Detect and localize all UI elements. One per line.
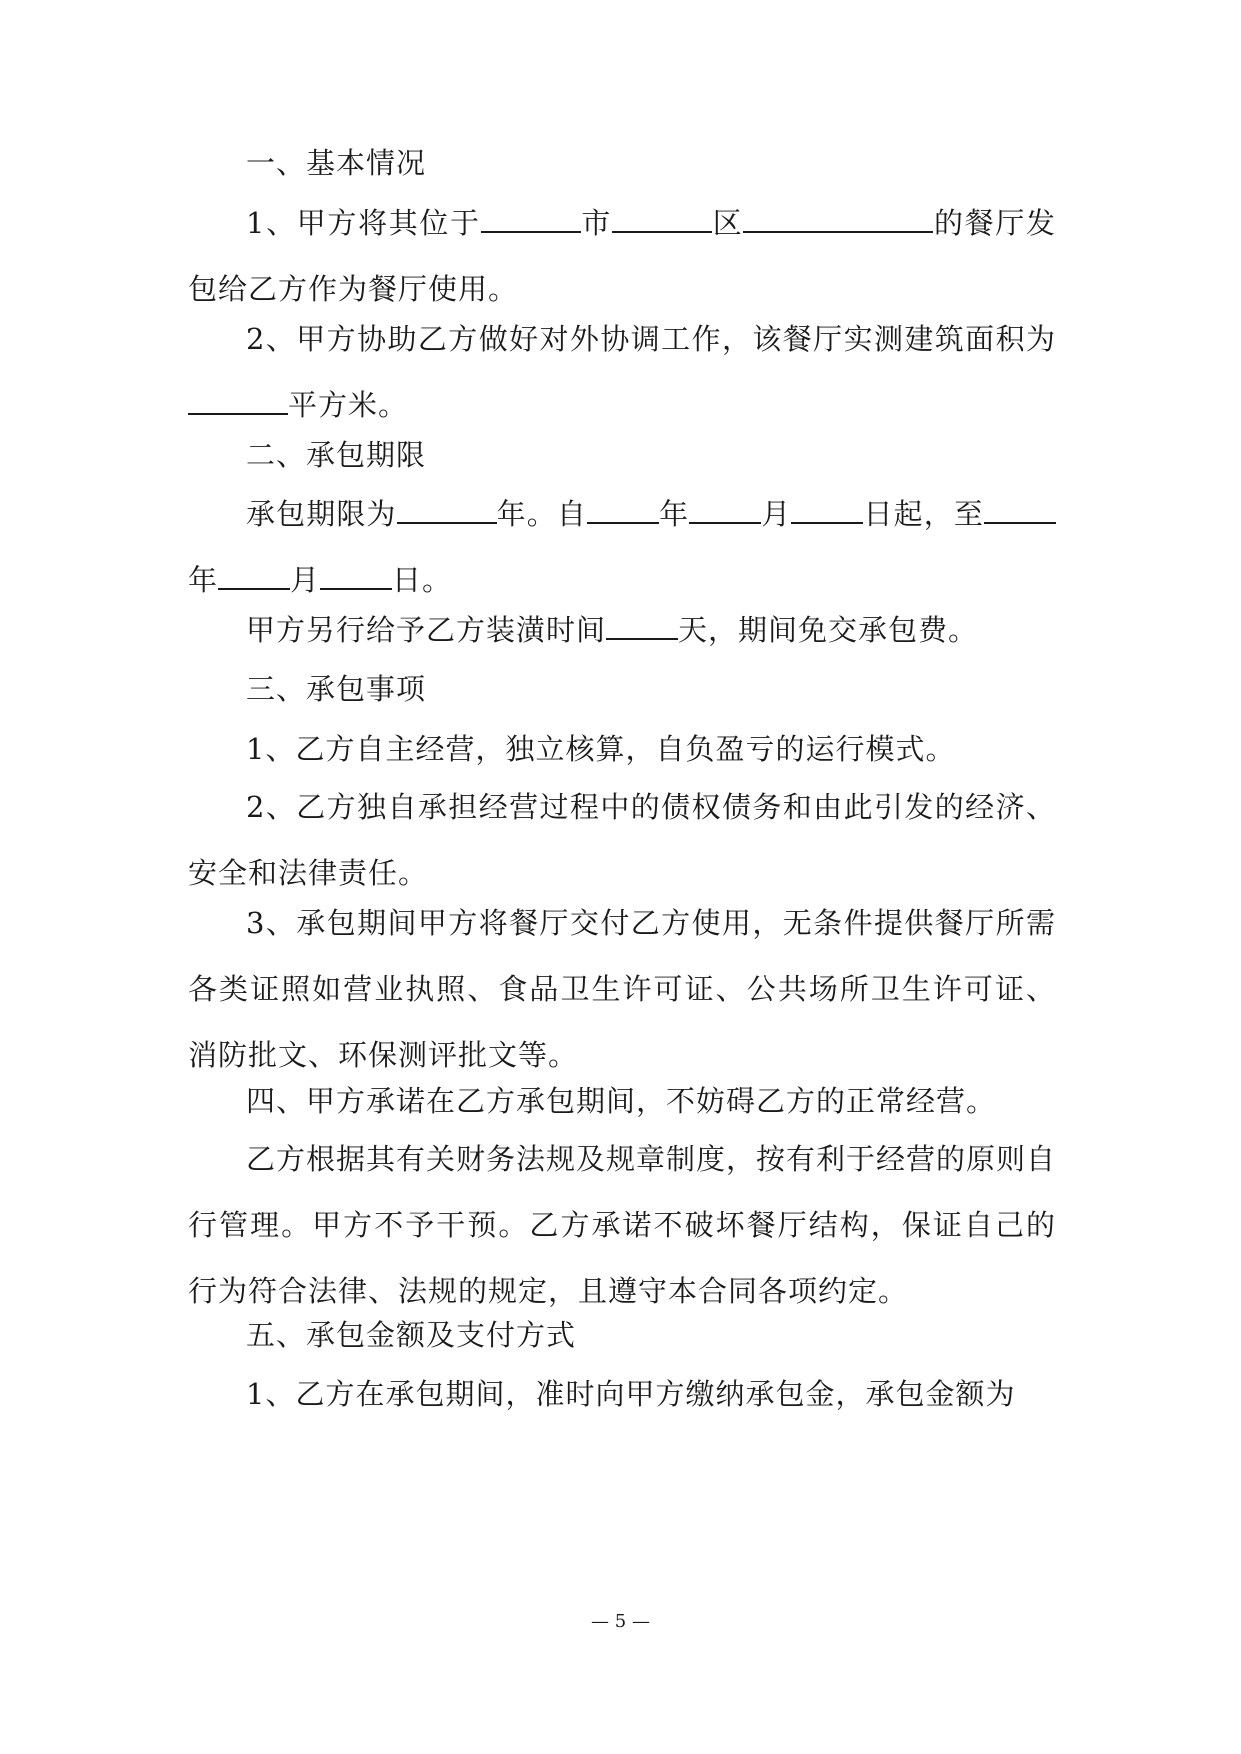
clause-text: 月 xyxy=(761,497,792,531)
clause-text: 年 xyxy=(658,497,690,531)
end-month-blank xyxy=(218,558,290,590)
section-2-term xyxy=(188,481,1056,613)
section-1-heading-text: 一、基本情况 xyxy=(246,146,427,180)
section-4-heading-text: 四、甲方承诺在乙方承包期间，不妨碍乙方的正常经营。 xyxy=(246,1084,997,1118)
clause-text: 日起，至 xyxy=(863,497,984,531)
clause-text: 市 xyxy=(580,206,613,240)
clause-text: 区 xyxy=(712,206,744,240)
years-blank xyxy=(397,492,497,524)
area-blank xyxy=(188,383,288,415)
section-4-heading xyxy=(188,1068,1056,1134)
clause-text: 1、乙方在承包期间，准时向甲方缴纳承包金，承包金额为 xyxy=(246,1377,1016,1411)
section-1-heading xyxy=(188,130,1056,196)
address-blank xyxy=(743,201,933,233)
clause-text: 天，期间免交承包费。 xyxy=(678,613,979,647)
section-5-heading-text: 五、承包金额及支付方式 xyxy=(246,1318,577,1352)
section-3-heading xyxy=(188,656,1056,722)
section-4-paragraph xyxy=(188,1126,1056,1324)
clause-text: 1、乙方自主经营，独立核算，自负盈亏的运行模式。 xyxy=(246,732,956,766)
section-3-clause-2 xyxy=(188,774,1056,906)
end-year-blank xyxy=(984,492,1056,524)
section-5-clause-1 xyxy=(188,1361,1056,1427)
clause-text: 3、承包期间甲方将餐厅交付乙方使用，无条件提供餐厅所需各类证照如营业执照、食品卫生许可证、公共场所卫生许可证、消防批文、环保测评批文等。 xyxy=(188,906,1056,1072)
section-2-decoration-period xyxy=(188,597,1056,663)
page-number: — 5 — xyxy=(591,1611,650,1632)
section-2-heading-text: 二、承包期限 xyxy=(246,438,427,472)
start-day-blank xyxy=(791,492,863,524)
clause-text: 年 xyxy=(188,563,219,597)
end-day-blank xyxy=(320,558,392,590)
start-year-blank xyxy=(587,492,659,524)
clause-text: 2、甲方协助乙方做好对外协调工作，该餐厅实测建筑面积为 xyxy=(246,322,1056,356)
clause-text: 的餐厅发包给乙方作为餐厅使用。 xyxy=(188,206,1056,306)
clause-text: 承包期限为 xyxy=(246,497,397,531)
city-blank xyxy=(481,201,581,233)
section-3-heading-text: 三、承包事项 xyxy=(246,672,427,706)
clause-text: 乙方根据其有关财务法规及规章制度，按有利于经营的原则自行管理。甲方不予干预。乙方承诺不破坏餐厅结构，保证自己的行为符合法律、法规的规定，且遵守本合同各项约定。 xyxy=(188,1142,1057,1308)
start-month-blank xyxy=(689,492,761,524)
decoration-days-blank xyxy=(606,608,678,640)
section-1-clause-2 xyxy=(188,306,1056,438)
section-2-heading xyxy=(188,422,1056,488)
section-5-heading xyxy=(188,1302,1056,1368)
clause-text: 1、甲方将其位于 xyxy=(246,206,481,240)
clause-text: 月 xyxy=(290,563,321,597)
clause-text: 2、乙方独自承担经营过程中的债权债务和由此引发的经济、安全和法律责任。 xyxy=(188,790,1056,890)
clause-text: 平方米。 xyxy=(288,388,409,422)
clause-text: 日。 xyxy=(392,563,453,597)
section-3-clause-1 xyxy=(188,716,1056,782)
clause-text: 甲方另行给予乙方装潢时间 xyxy=(246,613,607,647)
section-1-clause-1 xyxy=(188,190,1056,322)
clause-text: 年。自 xyxy=(496,497,587,531)
district-blank xyxy=(612,201,712,233)
section-3-clause-3 xyxy=(188,890,1056,1088)
